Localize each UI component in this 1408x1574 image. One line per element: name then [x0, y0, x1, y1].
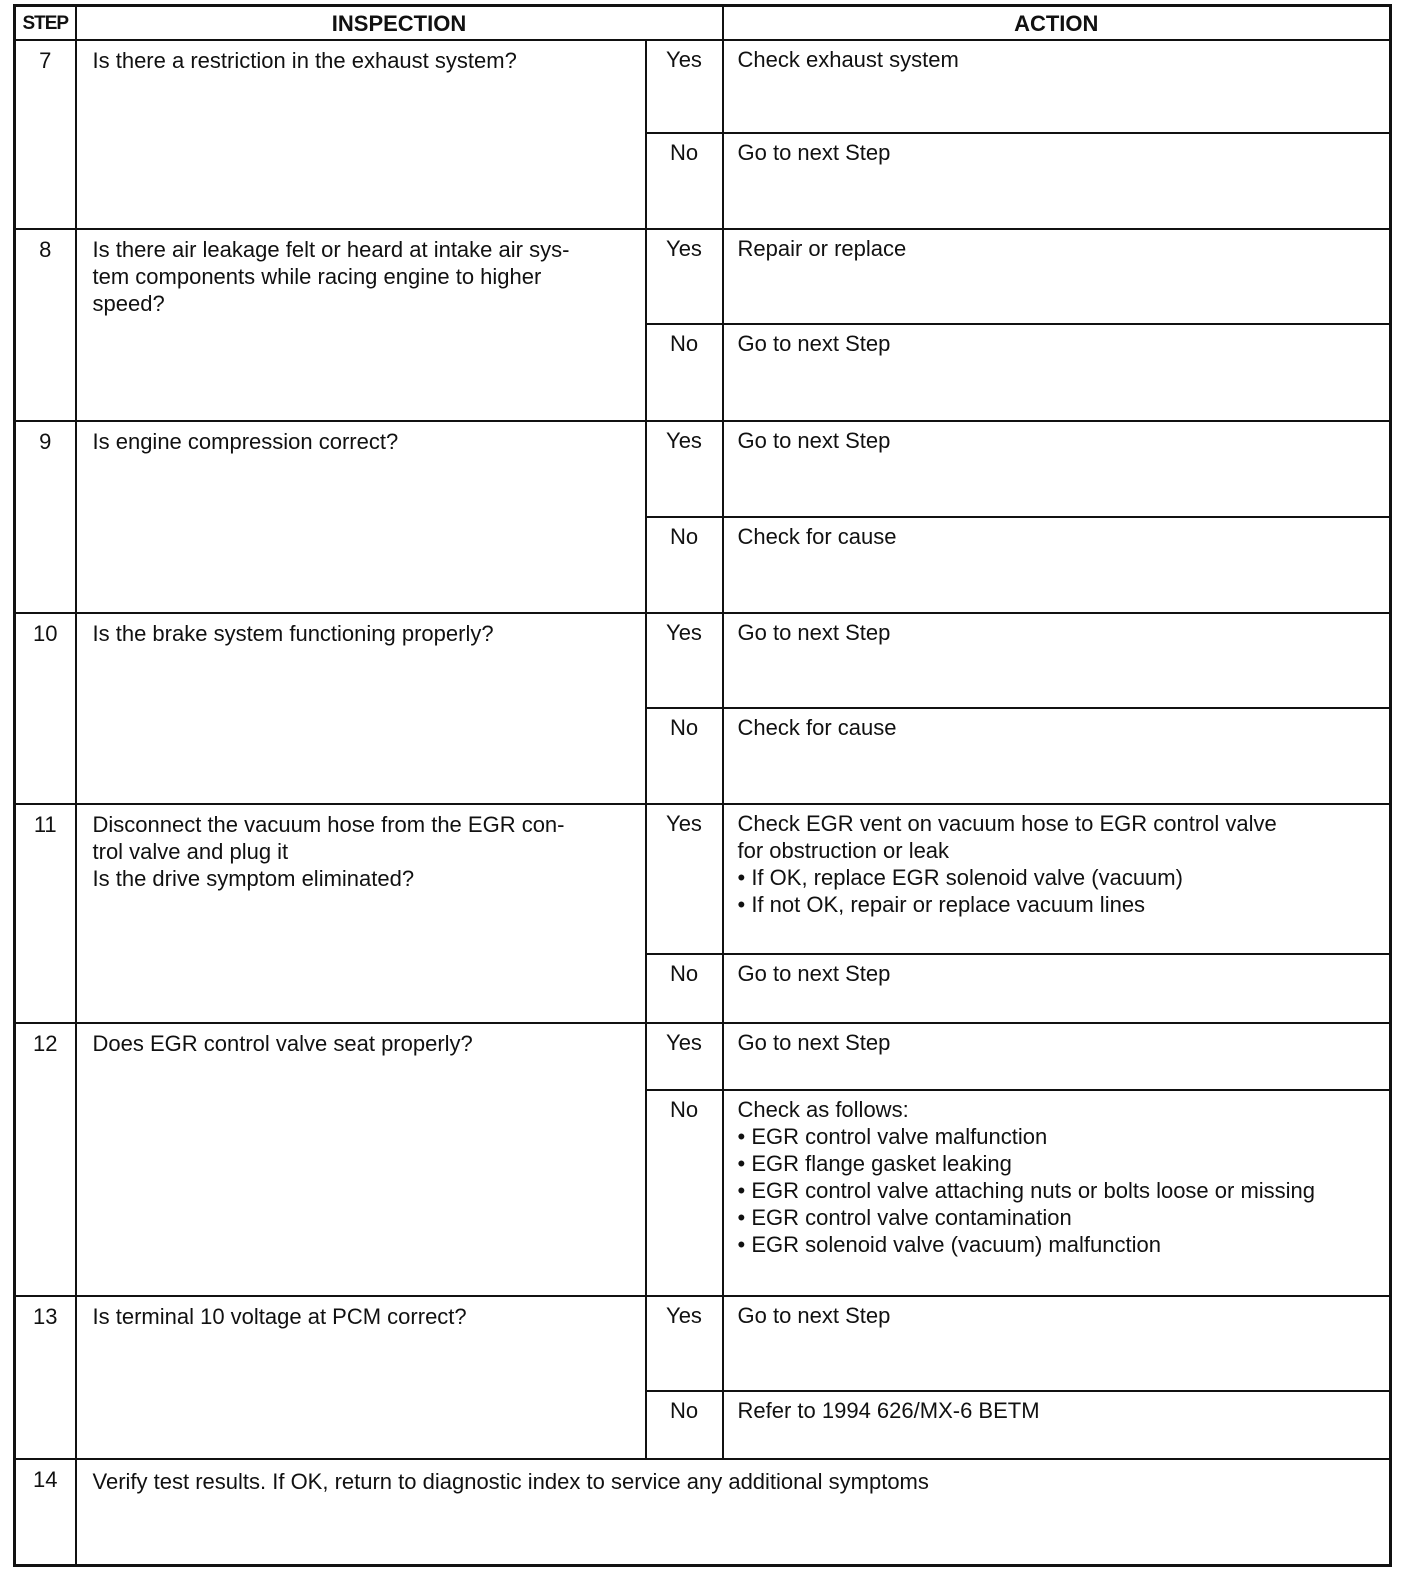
action-no — [723, 324, 1391, 421]
answer-yes: Yes — [646, 1023, 723, 1090]
action-text: Go to next Step — [737, 140, 891, 165]
table-row — [15, 40, 1391, 133]
inspection-question — [76, 40, 646, 229]
table-row — [15, 804, 1391, 954]
question-line: tem components while racing engine to higher — [92, 264, 542, 289]
table-row — [15, 1023, 1391, 1090]
step-number: 13 — [15, 1296, 76, 1459]
action-bullet: • EGR solenoid valve (vacuum) malfunction — [737, 1232, 1161, 1257]
action-yes — [723, 804, 1391, 954]
action-yes — [723, 40, 1391, 133]
answer-no: No — [646, 708, 723, 804]
inspection-question — [76, 1296, 646, 1459]
question-line: trol valve and plug it — [92, 839, 289, 864]
action-yes — [723, 1023, 1391, 1090]
answer-no: No — [646, 324, 723, 421]
action-no — [723, 1090, 1391, 1296]
table-row — [15, 421, 1391, 517]
action-text: Check for cause — [737, 715, 897, 740]
table-row — [15, 613, 1391, 708]
answer-no: No — [646, 1090, 723, 1296]
answer-yes: Yes — [646, 1296, 723, 1391]
action-text: Go to next Step — [737, 620, 891, 645]
table-row-final — [15, 1459, 1391, 1565]
answer-yes: Yes — [646, 229, 723, 324]
question-line: Is there a restriction in the exhaust system? — [92, 48, 517, 73]
action-bullet: • EGR flange gasket leaking — [737, 1151, 1012, 1176]
action-text: Check as follows: — [737, 1097, 909, 1122]
action-column-header: ACTION — [723, 6, 1391, 41]
question-line: Is the drive symptom eliminated? — [92, 866, 415, 891]
answer-no: No — [646, 517, 723, 613]
step-number: 10 — [15, 613, 76, 804]
table-header-row — [15, 6, 1391, 41]
action-bullet: • If OK, replace EGR solenoid valve (vacuum) — [737, 865, 1183, 890]
action-bullet: • EGR control valve contamination — [737, 1205, 1072, 1230]
action-text: Check EGR vent on vacuum hose to EGR control valve — [737, 811, 1277, 836]
question-line: Disconnect the vacuum hose from the EGR con- — [92, 812, 565, 837]
action-no — [723, 954, 1391, 1023]
answer-yes: Yes — [646, 613, 723, 708]
action-yes — [723, 613, 1391, 708]
answer-yes: Yes — [646, 804, 723, 954]
step-number: 11 — [15, 804, 76, 1023]
step-number: 12 — [15, 1023, 76, 1296]
inspection-question — [76, 421, 646, 613]
action-text: Go to next Step — [737, 428, 891, 453]
action-no — [723, 517, 1391, 613]
step-number: 14 — [15, 1459, 76, 1565]
step-column-header: STEP — [15, 6, 76, 41]
question-line: Is the brake system functioning properly? — [92, 621, 494, 646]
answer-yes: Yes — [646, 40, 723, 133]
table-body — [15, 40, 1391, 1565]
action-text: Refer to 1994 626/MX-6 BETM — [737, 1398, 1040, 1423]
inspection-question — [76, 229, 646, 421]
action-yes — [723, 1296, 1391, 1391]
action-no — [723, 133, 1391, 229]
answer-no: No — [646, 133, 723, 229]
action-text: Go to next Step — [737, 331, 891, 356]
question-line: speed? — [92, 291, 165, 316]
step-number: 7 — [15, 40, 76, 229]
action-bullet: • EGR control valve attaching nuts or bolts loose or missing — [737, 1178, 1316, 1203]
action-yes — [723, 421, 1391, 517]
step-number: 9 — [15, 421, 76, 613]
inspection-column-header: INSPECTION — [76, 6, 723, 41]
diagnostic-table — [13, 4, 1392, 1567]
question-line: Is terminal 10 voltage at PCM correct? — [92, 1304, 467, 1329]
action-text: Check exhaust system — [737, 47, 959, 72]
action-text: Go to next Step — [737, 961, 891, 986]
answer-no: No — [646, 954, 723, 1023]
question-line: Is there air leakage felt or heard at intake air sys- — [92, 237, 570, 262]
action-yes — [723, 229, 1391, 324]
answer-no: No — [646, 1391, 723, 1459]
action-bullet: • EGR control valve malfunction — [737, 1124, 1048, 1149]
action-text: for obstruction or leak — [737, 838, 950, 863]
step-number: 8 — [15, 229, 76, 421]
inspection-question — [76, 1023, 646, 1296]
action-no — [723, 1391, 1391, 1459]
table-row — [15, 1296, 1391, 1391]
action-bullet: • If not OK, repair or replace vacuum lines — [737, 892, 1146, 917]
inspection-question — [76, 804, 646, 1023]
question-line: Does EGR control valve seat properly? — [92, 1031, 473, 1056]
action-no — [723, 708, 1391, 804]
answer-yes: Yes — [646, 421, 723, 517]
inspection-question — [76, 613, 646, 804]
final-instruction: Verify test results. If OK, return to diagnostic index to service any additional symptoms — [76, 1459, 1391, 1565]
question-line: Is engine compression correct? — [92, 429, 399, 454]
action-text: Go to next Step — [737, 1030, 891, 1055]
action-text: Repair or replace — [737, 236, 907, 261]
table-row — [15, 229, 1391, 324]
action-text: Go to next Step — [737, 1303, 891, 1328]
action-text: Check for cause — [737, 524, 897, 549]
